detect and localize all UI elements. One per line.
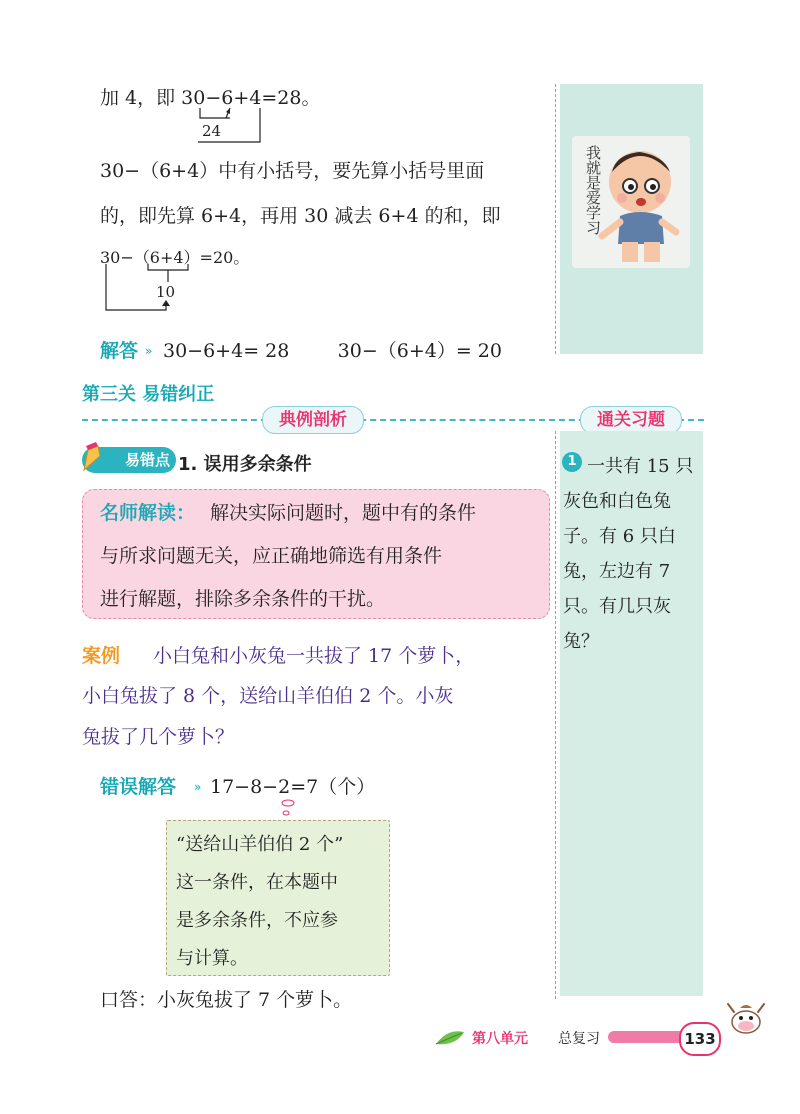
- intro-line-4: 30−（6+4）=20。: [100, 248, 250, 267]
- case-line: 小白兔和小灰兔一共拔了 17 个萝卜，: [153, 645, 475, 667]
- step-result-2: 10: [156, 283, 176, 301]
- wrong-answer-text: 17−8−2=7（个）: [210, 776, 376, 798]
- footer-stripe: [608, 1031, 688, 1043]
- cow-mascot-icon: [722, 994, 768, 1038]
- answer-arrow-icon: »: [145, 344, 153, 358]
- practice-line: 子。有 6 只白: [563, 526, 676, 547]
- practice-line: 兔？: [563, 631, 599, 652]
- practice-divider: [555, 431, 556, 999]
- section-title: 第三关 易错纠正: [82, 384, 215, 405]
- answer-label: 解答: [100, 340, 139, 362]
- oral-answer: 口答：小灰兔拔了 7 个萝卜。: [100, 989, 353, 1011]
- error-badge: 易错点: [82, 447, 176, 473]
- practice-header: 通关习题: [580, 406, 682, 434]
- teacher-note-line: 解决实际问题时，题中有的条件: [210, 502, 477, 524]
- error-title: 1. 误用多余条件: [178, 454, 312, 475]
- footer-unit: 第八单元: [472, 1031, 528, 1047]
- step-result-1: 24: [202, 122, 222, 140]
- mascot-caption: 我就是爱学习: [584, 145, 602, 235]
- callout-bubbles-icon: [272, 798, 302, 820]
- wrong-answer-arrow-icon: »: [194, 780, 202, 794]
- practice-line: 一共有 15 只: [587, 456, 694, 477]
- practice-line: 灰色和白色兔: [563, 491, 671, 512]
- note-line: 与计算。: [176, 948, 248, 969]
- wrong-answer-note-text: [176, 826, 386, 978]
- footer-topic: 总复习: [558, 1031, 600, 1047]
- note-line: 是多余条件，不应参: [176, 910, 338, 931]
- pencil-icon: [78, 440, 106, 474]
- case-label: 案例: [82, 645, 121, 667]
- practice-line: 兔，左边有 7: [563, 561, 671, 582]
- intro-line-1: 加 4，即 30−6+4=28。: [100, 87, 321, 109]
- teacher-note-line: 与所求问题无关，应正确地筛选有用条件: [100, 545, 443, 567]
- case-line: 小白兔拔了 8 个，送给山羊伯伯 2 个。小灰: [82, 685, 454, 707]
- practice-question: [563, 449, 703, 659]
- practice-line: 只。有几只灰: [563, 596, 671, 617]
- teacher-note-line: 进行解题，排除多余条件的干扰。: [100, 588, 386, 610]
- practice-number-badge: 1: [562, 452, 582, 472]
- leaf-icon: [432, 1024, 468, 1050]
- intro-line-3: 的，即先算 6+4，再用 30 减去 6+4 的和，即: [100, 205, 501, 227]
- teacher-note-label: 名师解读：: [100, 502, 196, 524]
- note-line: 这一条件，在本题中: [176, 872, 338, 893]
- example-header: 典例剖析: [262, 406, 364, 434]
- case-line: 兔拔了几个萝卜？: [82, 726, 235, 748]
- note-line: “送给山羊伯伯 2 个”: [176, 834, 344, 855]
- wrong-answer-label: 错误解答: [100, 776, 177, 798]
- sidebar-divider: [555, 84, 556, 354]
- page-number: 133: [679, 1022, 721, 1056]
- intro-line-2: 30−（6+4）中有小括号，要先算小括号里面: [100, 160, 485, 182]
- answer-text: 30−6+4= 28 30−（6+4）= 20: [163, 340, 502, 362]
